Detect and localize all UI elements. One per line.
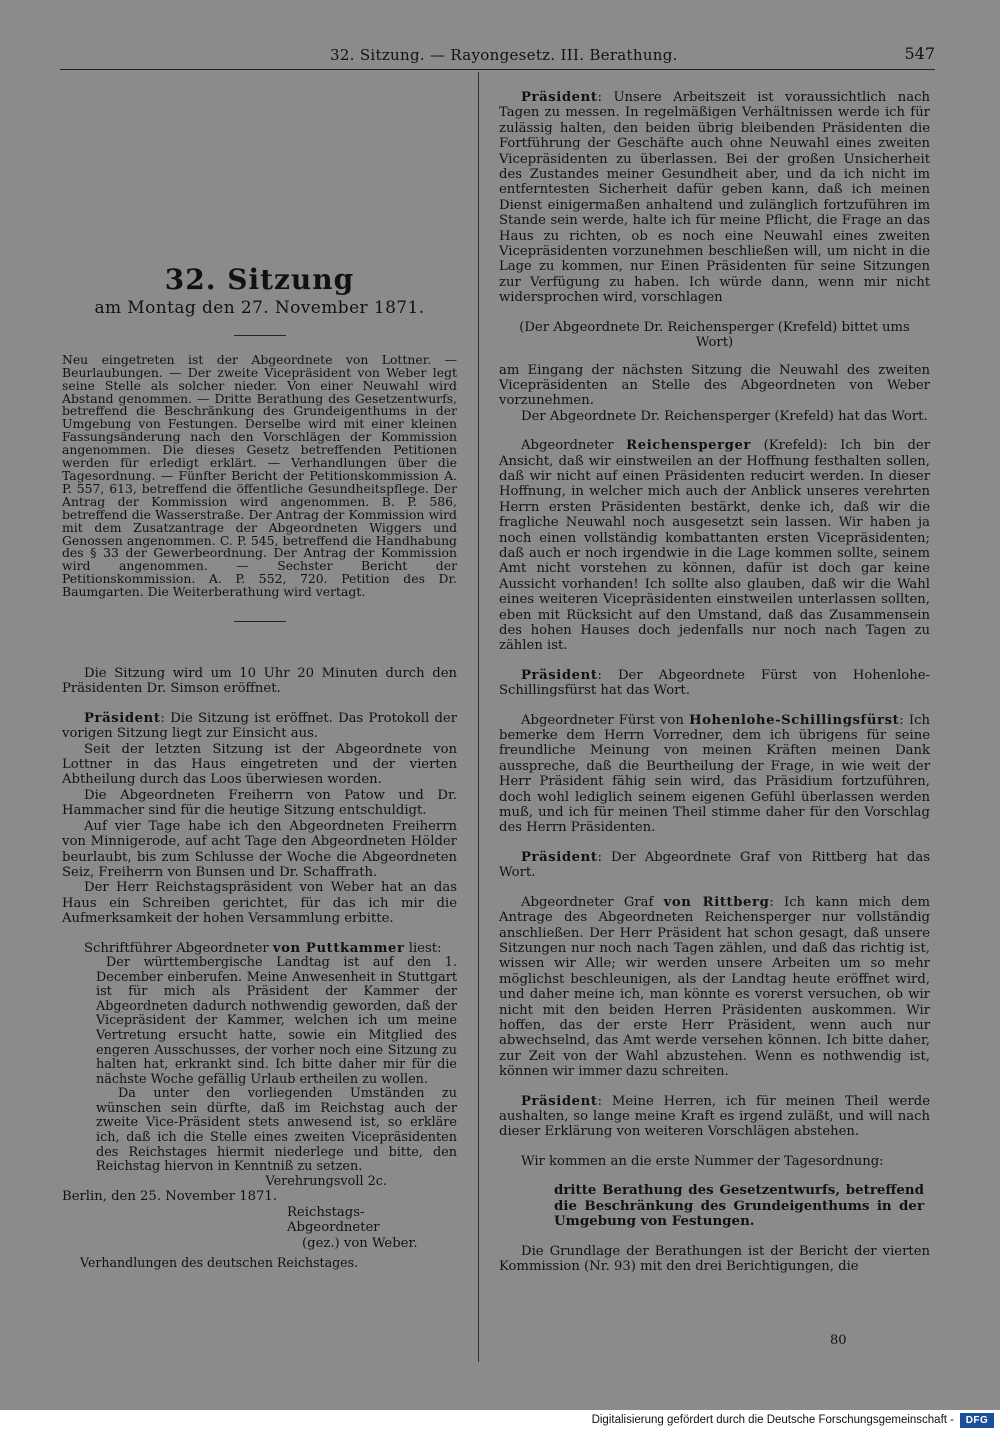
- paragraph: [499, 895, 930, 1080]
- speaker-name: Präsident: [521, 1093, 598, 1109]
- reader-suffix: liest:: [404, 940, 442, 956]
- speaker-name: von Puttkammer: [272, 940, 405, 956]
- paragraph: Der Abgeordnete Dr. Reichensperger (Krefeld) hat das Wort.: [521, 408, 928, 424]
- speaker-prefix: Abgeordneter Fürst von: [521, 712, 690, 728]
- paragraph: Die Grundlage der Berathungen ist der Bericht der vierten Kommission (Nr. 93) mit den drei Berichtigungen, die: [499, 1243, 930, 1275]
- column-divider: [478, 72, 479, 1362]
- speaker-name: Präsident: [521, 849, 598, 865]
- publication-footer: Verhandlungen des deutschen Reichstages.: [80, 1255, 359, 1271]
- speaker-name: Hohenlohe-Schillingsfürst: [689, 712, 900, 728]
- paragraph: Auf vier Tage habe ich den Abgeordneten Freiherrn von Minnigerode, auf acht Tage den Abgeordneten Hölder beurlaubt, bis zum Schlusse der Woche die Abgeordneten Seiz, Freiherrn von Bunsen und Dr. Schaffrath.: [62, 818, 457, 880]
- reader-line: [62, 941, 457, 956]
- page-number: 547: [904, 44, 935, 63]
- speech-text: : Die Sitzung ist eröffnet. Das Protokoll der vorigen Sitzung liegt zur Einsicht aus.: [62, 710, 457, 742]
- letter-paragraph: Der württembergische Landtag ist auf den 1. December einberufen. Meine Anwesenheit in Stuttgart ist für mich als Präsident der Kammer der Abgeordneten dadurch nothwendig geworden, daß der Vicepräsident der Kammer, welchen ich um meine Vertretung ersucht hatte, sowie ein Mitglied des engeren Ausschusses, der vorher noch eine Sitzung zu halten hat, erkrankt sind. Ich bitte daher mir für die nächste Woche gefällig Urlaub ertheilen zu wollen.: [96, 954, 457, 1087]
- session-date: am Montag den 27. November 1871.: [94, 298, 425, 319]
- paragraph: [499, 713, 930, 836]
- signature-line: Reichstags-Abgeordneter: [287, 1204, 380, 1236]
- speaker-name: Reichensperger: [626, 438, 752, 454]
- running-title: 32. Sitzung. — Rayongesetz. III. Berathung.: [330, 46, 678, 64]
- letter-closing: Verehrungsvoll 2c.: [265, 1173, 387, 1189]
- paragraph: [499, 1094, 930, 1140]
- speech-text: : Der Abgeordnete Fürst von Hohenlohe-Schillingsfürst hat das Wort.: [499, 667, 930, 699]
- signature-line: (gez.) von Weber.: [302, 1235, 418, 1251]
- speaker-prefix: Abgeordneter Graf: [521, 894, 664, 910]
- page-header: [60, 44, 935, 70]
- paragraph: Wir kommen an die erste Nummer der Tagesordnung:: [521, 1153, 884, 1169]
- speech-text: : Meine Herren, ich für meinen Theil werde aushalten, so lange meine Kraft es irgend zuläßt, und will nach dieser Erklärung von weiteren Vorschlägen abstehen.: [499, 1093, 930, 1140]
- speaker-name: Präsident: [84, 710, 161, 726]
- divider-short: [234, 621, 286, 622]
- paragraph: [499, 668, 930, 699]
- session-summary: Neu eingetreten ist der Abgeordnete von Lottner. — Beurlaubungen. — Der zweite Vicepräsident von Weber legt seine Stelle als solcher nieder. Von einer Neuwahl wird Abstand genommen. — Dritte Berathung des Gesetzentwurfs, betreffend die Beschränkung des Grundeigenthums in der Umgebung von Festungen. Derselbe wird mit einer kleinen Fassungsänderung nach den Vorschlägen der Kommission angenommen. Die dieses Gesetz betreffenden Petitionen werden für erledigt erklärt. — Verhandlungen über die Tagesordnung. — Fünfter Bericht der Petitionskommission A. P. 557, 613, betreffend die öffentliche Gesundheitspflege. Der Antrag der Kommission wird angenommen. B. P. 586, betreffend die Wasserstraße. Der Antrag der Kommission wird mit dem Zusatzantrage der Abgeordneten Wiggers und Genossen angenommen. C. P. 545, betreffend die Handhabung des § 33 der Gewerbeordnung. Der Antrag der Kommission wird angenommen. — Sechster Bericht der Petitionskommission. A. P. 552, 720. Petition des Dr. Baumgarten. Die Weiterberathung wird vertagt.: [62, 351, 457, 600]
- left-column: [62, 90, 457, 1270]
- paragraph: [499, 90, 930, 306]
- speaker-prefix: Abgeordneter: [521, 438, 627, 454]
- paragraph: am Eingang der nächsten Sitzung die Neuwahl des zweiten Vicepräsidenten an Stelle des Abgeordneten von Weber vorzunehmen.: [499, 362, 930, 409]
- speech-text: : Ich bemerke dem Herrn Vorredner, dem ich übrigens für seine freundliche Meinung von meinen Kräften meinen Dank ausspreche, daß die Beurtheilung der Frage, in wie weit der Herr Präsident fähig sein wird, das Präsidium fortzuführen, doch wohl lediglich seinem eigenen Gefühl überlassen werden muß, und ich für meinen Theil stimme daher für den Vorschlag des Herrn Präsidenten.: [499, 712, 930, 836]
- right-column: [499, 90, 930, 1275]
- header-rule: [60, 69, 935, 70]
- funding-bar: [0, 1410, 1000, 1432]
- dfg-logo[interactable]: DFG: [960, 1413, 994, 1428]
- paragraph: [499, 850, 930, 881]
- paragraph: [499, 438, 930, 654]
- letter-quote: [62, 956, 457, 1190]
- paragraph: Der Herr Reichstagspräsident von Weber hat an das Haus ein Schreiben gerichtet, für das ich mir die Aufmerksamkeit der hohen Versammlung erbitte.: [62, 880, 457, 927]
- paragraph: [62, 711, 457, 742]
- funding-credit: Digitalisierung gefördert durch die Deutsche Forschungsgemeinschaft -: [591, 1414, 954, 1426]
- letter-paragraph: Da unter den vorliegenden Umständen zu wünschen sein dürfte, daß im Reichstag auch der zweite Vice-Präsident stets anwesend ist, so erkläre ich, daß ich die Stelle eines zweiten Vicepräsidenten des Reichstages hiermit niederlege und bitte, den Reichstag hiervon in Kenntniß zu setzen.: [96, 1086, 457, 1175]
- speaker-name: Präsident: [521, 667, 598, 683]
- sheet-number: 80: [830, 1333, 847, 1348]
- reader-prefix: Schriftführer Abgeordneter: [84, 940, 273, 956]
- paragraph: Seit der letzten Sitzung ist der Abgeordnete von Lottner in das Haus eingetreten und der vierten Abtheilung durch das Loos überwiesen worden.: [62, 741, 457, 788]
- speech-text: : Unsere Arbeitszeit ist voraussichtlich nach Tagen zu messen. In regelmäßigen Verhältnissen werde ich für zulässig halten, den beiden übrig bleibenden Präsidenten die Fortführung der Geschäfte auch ohne Neuwahl eines zweiten Vicepräsidenten zu überlassen. Bei der großen Unsicherheit des Zustandes meiner Gesundheit aber, und da ich nicht im entferntesten Sicherheit dafür geben kann, daß ich meinen Dienst einigermaßen anhaltend und zulänglich fortzuführen im Stande sein werde, halte ich für meine Pflicht, die Frage an das Haus zu richten, ob es noch eine Neuwahl eines zweiten Vicepräsidenten vorzunehmen beschließen will, um nicht in die Lage zu kommen, nur Einen Präsidenten für seine Sitzungen zur Verfügung zu haben. Ich würde dann, wenn mir nicht widersprochen wird, vorschlagen: [499, 90, 930, 306]
- speech-text: : Der Abgeordnete Graf von Rittberg hat das Wort.: [499, 849, 930, 881]
- letter-place-date: Berlin, den 25. November 1871.: [62, 1189, 277, 1205]
- agenda-item: dritte Berathung des Gesetzentwurfs, betreffend die Beschränkung des Grundeigenthums in der Umgebung von Festungen.: [554, 1182, 924, 1230]
- opening-paragraph: Die Sitzung wird um 10 Uhr 20 Minuten durch den Präsidenten Dr. Simson eröffnet.: [62, 666, 457, 697]
- paragraph: Die Abgeordneten Freiherrn von Patow und Dr. Hammacher sind für die heutige Sitzung entschuldigt.: [62, 787, 457, 819]
- speaker-name: von Rittberg: [663, 894, 770, 910]
- speech-text: (Krefeld): Ich bin der Ansicht, daß wir einstweilen an der Hoffnung festhalten sollen, daß wir nicht auf einen Präsidenten reducirt werden. In dieser Hoffnung, in welcher mich auch der Anblick unseres verehrten Herrn ersten Präsidenten bestärkt, denke ich, daß wir die fragliche Neuwahl noch ausgesetzt sein lassen. Wir haben ja noch einen vollständig kombattanten ersten Vicepräsidenten; daß auch er noch irgendwie in die Lage kommen sollte, seinem Amt nicht vorstehen zu können, dafür ist doch gar keine Aussicht vorhanden! Ich sollte also glauben, daß wir die Wahl eines weiteren Vicepräsidenten einstweilen unterlassen sollten, eben mit Rücksicht auf den Umstand, daß das Zusammensein des hohen Hauses doch jedenfalls nur noch nach Tagen zu zählen ist.: [499, 438, 930, 654]
- interjection: (Der Abgeordnete Dr. Reichensperger (Krefeld) bittet ums Wort): [519, 319, 910, 351]
- divider-short: [234, 335, 286, 336]
- speaker-name: Präsident: [521, 90, 598, 105]
- speech-text: : Ich kann mich dem Antrage des Abgeordneten Reichensperger nur vollständig anschließen. Der Herr Präsident hat schon gesagt, daß unsere Sitzungen nur noch nach Tagen zählen, und daß das richtig ist, wissen wir Alle; wir werden unsere Arbeiten um so mehr möglichst beschleunigen, als der Landtag heute eröffnet wird, und daher meine ich, man könnte es vorerst versuchen, ob wir nicht mit den beiden Herren Präsidenten auskommen. Wir hoffen, das der erste Herr Präsident, wenn auch nur abwechselnd, das Amt werde versehen können. Ich bitte daher, zur Zeit von der Wahl abzustehen. Wenn es nothwendig ist, können wir immer dazu schreiten.: [499, 894, 930, 1080]
- session-title: 32. Sitzung: [164, 263, 355, 296]
